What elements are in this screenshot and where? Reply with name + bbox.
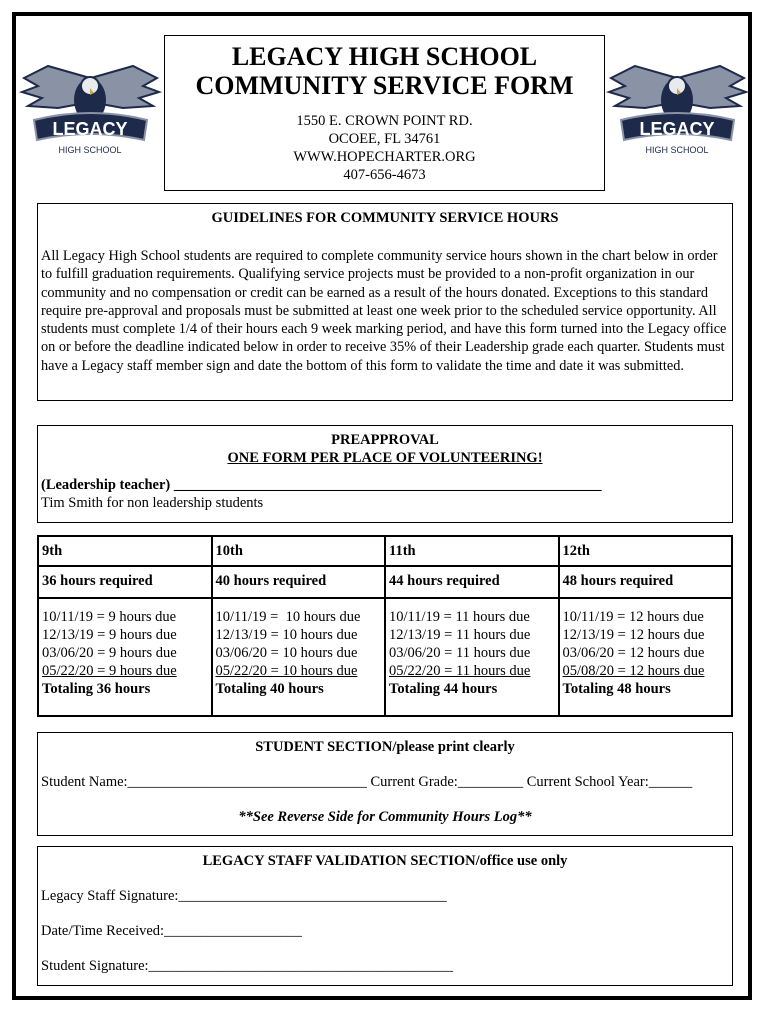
due-date-line: 05/08/20 = 12 hours due xyxy=(562,663,705,679)
hours-requirements-table xyxy=(37,535,733,717)
hours-required: 36 hours required xyxy=(38,566,212,598)
phone: 407-656-4673 xyxy=(343,167,426,183)
preapproval-subtitle: ONE FORM PER PLACE OF VOLUNTEERING! xyxy=(227,450,543,466)
guidelines-section xyxy=(37,203,733,401)
preapproval-heading xyxy=(38,431,732,467)
school-contact xyxy=(165,112,604,184)
guidelines-heading: GUIDELINES FOR COMMUNITY SERVICE HOURS xyxy=(211,210,559,226)
preapproval-section xyxy=(37,425,733,523)
legacy-eagle-logo-right xyxy=(605,58,750,158)
hours-required: 48 hours required xyxy=(559,566,733,598)
preapproval-note: Tim Smith for non leadership students xyxy=(41,495,264,511)
due-date-line: 10/11/19 = 10 hours due xyxy=(215,609,361,625)
address-line-1: 1550 E. CROWN POINT RD. xyxy=(296,113,473,129)
due-date-line: 10/11/19 = 9 hours due xyxy=(42,609,177,625)
table-row-schedule xyxy=(38,598,732,716)
due-date-line: 10/11/19 = 11 hours due xyxy=(389,609,530,625)
logo-subtext-right: HIGH SCHOOL xyxy=(645,145,709,155)
due-date-line: 12/13/19 = 12 hours due xyxy=(562,627,705,643)
student-section xyxy=(37,732,733,836)
title-line-2: COMMUNITY SERVICE FORM xyxy=(195,71,574,100)
table-row-grades xyxy=(38,536,732,566)
due-date-line: 03/06/20 = 12 hours due xyxy=(562,645,705,661)
total-hours: Totaling 44 hours xyxy=(389,681,498,697)
due-schedule-12th xyxy=(559,598,733,716)
address-line-2: OCOEE, FL 34761 xyxy=(328,131,441,147)
leadership-teacher-field[interactable]: (Leadership teacher) ___________________________________________________________ xyxy=(41,477,602,493)
header-box xyxy=(164,35,605,191)
due-date-line: 12/13/19 = 10 hours due xyxy=(215,627,358,643)
due-date-line: 03/06/20 = 10 hours due xyxy=(215,645,358,661)
due-date-line: 05/22/20 = 9 hours due xyxy=(42,663,177,679)
logo-text-right: LEGACY xyxy=(639,119,715,139)
due-date-line: 03/06/20 = 9 hours due xyxy=(42,645,177,661)
student-heading: STUDENT SECTION/please print clearly xyxy=(255,739,515,755)
page-title xyxy=(165,42,604,100)
grade-header: 9th xyxy=(38,536,212,566)
grade-header: 10th xyxy=(212,536,386,566)
logo-text-left: LEGACY xyxy=(52,119,128,139)
total-hours: Totaling 40 hours xyxy=(215,681,324,697)
due-date-line: 10/11/19 = 12 hours due xyxy=(562,609,704,625)
due-date-line: 05/22/20 = 11 hours due xyxy=(389,663,531,679)
website: WWW.HOPECHARTER.ORG xyxy=(293,149,476,165)
total-hours: Totaling 48 hours xyxy=(562,681,671,697)
student-info-fields[interactable]: Student Name:_________________________________ Current Grade:_________ Current School Year:______ xyxy=(41,774,693,790)
due-schedule-10th xyxy=(212,598,386,716)
due-schedule-11th xyxy=(385,598,559,716)
due-date-line: 12/13/19 = 9 hours due xyxy=(42,627,177,643)
grade-header: 11th xyxy=(385,536,559,566)
student-signature-field[interactable]: Student Signature:__________________________________________ xyxy=(41,958,454,974)
preapproval-title: PREAPPROVAL xyxy=(331,432,439,448)
datetime-received-field[interactable]: Date/Time Received:___________________ xyxy=(41,923,302,939)
staff-signature-field[interactable]: Legacy Staff Signature:_____________________________________ xyxy=(41,888,447,904)
due-schedule-9th xyxy=(38,598,212,716)
reverse-side-note: **See Reverse Side for Community Hours Log** xyxy=(238,809,532,825)
title-line-1: LEGACY HIGH SCHOOL xyxy=(231,42,538,71)
due-date-line: 12/13/19 = 11 hours due xyxy=(389,627,531,643)
total-hours: Totaling 36 hours xyxy=(42,681,151,697)
legacy-eagle-logo-left xyxy=(18,58,163,158)
guidelines-body: All Legacy High School students are required to complete community service hours shown in the chart below in order to fulfill graduation requirements. Qualifying service projects must be provided to a non-profit organization in our community and no compensation or credit can be earned as a result of the hours donated. Exceptions to this standard require pre-approval and proposals must be submitted at least one week prior to the scheduled service opportunity. All students must complete 1/4 of their hours each 9 week marking period, and have this form turned into the Legacy office on or before the deadline indicated below in order to receive 35% of their Leadership grade each quarter. Students must have a Legacy staff member sign and date the bottom of this form to validate the time and date it was submitted. xyxy=(41,248,727,374)
hours-required: 40 hours required xyxy=(212,566,386,598)
hours-required: 44 hours required xyxy=(385,566,559,598)
staff-validation-section xyxy=(37,846,733,986)
grade-header: 12th xyxy=(559,536,733,566)
staff-heading: LEGACY STAFF VALIDATION SECTION/office use only xyxy=(202,853,568,869)
due-date-line: 05/22/20 = 10 hours due xyxy=(215,663,358,679)
due-date-line: 03/06/20 = 11 hours due xyxy=(389,645,531,661)
table-row-required xyxy=(38,566,732,598)
logo-subtext-left: HIGH SCHOOL xyxy=(58,145,122,155)
